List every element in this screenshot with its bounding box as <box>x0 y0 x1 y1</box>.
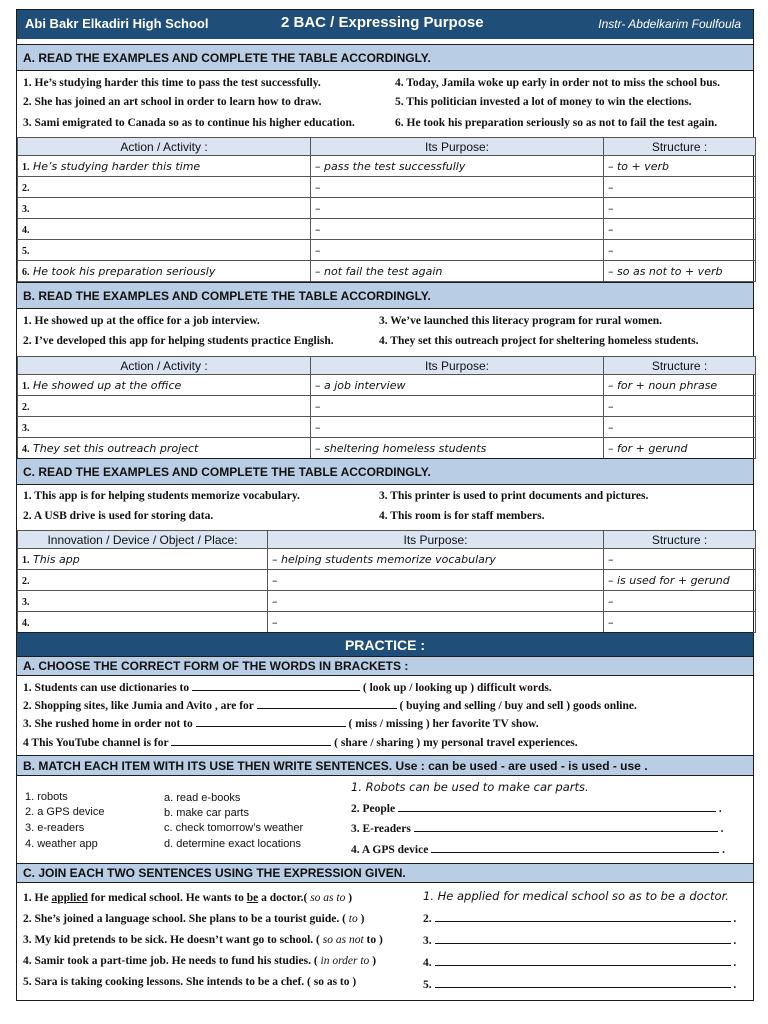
answer-blank[interactable] <box>435 955 731 966</box>
table-row <box>18 591 756 612</box>
match-sentence-3: 3. E-readers . <box>351 823 724 835</box>
table-row <box>18 570 756 591</box>
join-answer-5: 5. . <box>423 979 737 991</box>
table-row <box>18 219 756 240</box>
table-row <box>18 438 756 459</box>
purpose-cell[interactable]: – pass the test successfully <box>311 156 604 177</box>
action-cell[interactable] <box>18 591 268 612</box>
row-number: 2. <box>22 401 30 413</box>
join-answer-1: 1. He applied for medical school so as to be a doctor. <box>423 889 729 903</box>
table-row <box>18 198 756 219</box>
purpose-cell[interactable]: – <box>311 177 604 198</box>
worksheet <box>16 9 754 1001</box>
table-row <box>18 177 756 198</box>
table-row <box>18 156 756 177</box>
join-answer-2: 2. . <box>423 913 737 925</box>
col-action: Action / Activity : <box>18 138 311 156</box>
line-text: ) <box>357 913 365 925</box>
example-a1: 1. He’s studying harder this time to pass the test successfully. <box>23 77 321 89</box>
join-line-5 <box>23 976 356 988</box>
join-line-1 <box>23 892 352 904</box>
col-purpose: Its Purpose: <box>268 531 604 549</box>
underlined-word: applied <box>51 892 88 904</box>
structure-cell[interactable]: – <box>604 240 756 261</box>
table-row <box>18 612 756 633</box>
action-cell[interactable] <box>18 612 268 633</box>
col-purpose: Its Purpose: <box>311 138 604 156</box>
table-c <box>17 530 756 633</box>
action-text: This app <box>33 552 80 566</box>
row-number: 4. <box>22 617 30 629</box>
sentence-start: 4. A GPS device <box>351 844 429 856</box>
row-number: 3. <box>22 422 30 434</box>
line-text: ) <box>345 892 353 904</box>
join-line-4 <box>23 955 376 967</box>
structure-cell[interactable]: – so as not to + verb <box>604 261 756 282</box>
purpose-cell[interactable]: – <box>311 417 604 438</box>
row-number: 2. <box>22 182 30 194</box>
row-number: 1. <box>22 554 30 566</box>
answer-number: 3. <box>423 935 432 947</box>
structure-cell[interactable]: – is used for + gerund <box>604 570 756 591</box>
row-number: 1. <box>22 161 30 173</box>
action-cell[interactable] <box>18 261 311 282</box>
answer-blank[interactable] <box>435 933 731 944</box>
action-cell[interactable] <box>18 156 311 177</box>
structure-cell[interactable]: – <box>604 549 756 570</box>
match-item-4: 4. weather app <box>25 838 98 850</box>
purpose-cell[interactable]: – not fail the test again <box>311 261 604 282</box>
example-a6: 6. He took his preparation seriously so as not to fail the test again. <box>395 117 718 129</box>
structure-cell[interactable]: – for + noun phrase <box>604 375 756 396</box>
match-item-2: 2. a GPS device <box>25 806 105 818</box>
line-text: ) <box>369 955 377 967</box>
action-cell[interactable] <box>18 396 311 417</box>
answer-blank[interactable] <box>257 698 397 709</box>
action-text: He showed up at the office <box>33 378 182 392</box>
line-text: 3. My kid pretends to be sick. He doesn’t want go to school. ( <box>23 934 323 946</box>
practice-a-line-1 <box>23 680 552 694</box>
answer-blank[interactable] <box>171 735 331 746</box>
purpose-cell[interactable]: – <box>311 396 604 417</box>
line-text: a doctor.( <box>258 892 311 904</box>
table-row <box>18 396 756 417</box>
match-use-a: a. read e-books <box>164 792 241 804</box>
example-c4: 4. This room is for staff members. <box>379 510 545 522</box>
practice-a-line-3 <box>23 716 539 730</box>
answer-blank[interactable] <box>431 842 719 853</box>
answer-number: 5. <box>423 979 432 991</box>
sentence-start: 3. E-readers <box>351 823 411 835</box>
purpose-cell[interactable]: – <box>311 198 604 219</box>
example-c2: 2. A USB drive is used for storing data. <box>23 510 214 522</box>
line-text: 1. Students can use dictionaries to <box>23 682 190 694</box>
action-cell[interactable] <box>18 198 311 219</box>
section-a-heading: A. READ THE EXAMPLES AND COMPLETE THE TABLE ACCORDINGLY. <box>17 44 753 71</box>
example-a5: 5. This politician invested a lot of money to win the elections. <box>395 96 692 108</box>
line-text: 4. Samir took a part-time job. He needs to fund his studies. ( <box>23 955 321 967</box>
structure-cell[interactable]: – <box>604 396 756 417</box>
line-options: ( buying and selling / buy and sell ) goods online. <box>399 700 637 712</box>
join-answer-4: 4. . <box>423 957 737 969</box>
col-innovation: Innovation / Device / Object / Place: <box>18 531 268 549</box>
table-row <box>18 417 756 438</box>
expression-hint: to <box>348 913 358 925</box>
example-b4: 4. They set this outreach project for sheltering homeless students. <box>379 335 699 347</box>
join-line-2 <box>23 913 364 925</box>
instructor-name: Instr- Abdelkarim Foulfoula <box>598 17 741 31</box>
line-text: 1. He <box>23 892 52 904</box>
action-cell[interactable] <box>18 417 311 438</box>
table-row <box>18 549 756 570</box>
table-row <box>18 261 756 282</box>
example-c1: 1. This app is for helping students memorize vocabulary. <box>23 490 300 502</box>
col-purpose: Its Purpose: <box>311 357 604 375</box>
purpose-cell[interactable]: – <box>311 219 604 240</box>
expression-hint: so as to <box>310 892 346 904</box>
action-text: He’s studying harder this time <box>33 159 201 173</box>
example-a4: 4. Today, Jamila woke up early in order not to miss the school bus. <box>395 77 721 89</box>
practice-title: PRACTICE : <box>17 632 753 656</box>
row-number: 3. <box>22 203 30 215</box>
table-row <box>18 240 756 261</box>
action-cell[interactable] <box>18 438 311 459</box>
expression-hint: in order to <box>320 955 370 967</box>
action-cell[interactable] <box>18 570 268 591</box>
col-action: Action / Activity : <box>18 357 311 375</box>
section-c-heading: C. READ THE EXAMPLES AND COMPLETE THE TABLE ACCORDINGLY. <box>17 458 753 485</box>
match-use-d: d. determine exact locations <box>164 838 301 850</box>
example-a2: 2. She has joined an art school in order to learn how to draw. <box>23 96 322 108</box>
action-cell[interactable] <box>18 375 311 396</box>
answer-blank[interactable] <box>192 680 360 691</box>
match-item-1: 1. robots <box>25 791 68 803</box>
purpose-cell[interactable]: – <box>268 570 604 591</box>
match-sentence-2: 2. People . <box>351 803 722 815</box>
practice-a-line-4 <box>23 735 578 749</box>
line-text: to ) <box>363 934 383 946</box>
practice-c-heading: C. JOIN EACH TWO SENTENCES USING THE EXPRESSION GIVEN. <box>17 863 753 883</box>
example-a3: 3. Sami emigrated to Canada so as to continue his higher education. <box>23 117 355 129</box>
structure-cell[interactable]: – to + verb <box>604 156 756 177</box>
col-structure: Structure : <box>604 357 756 375</box>
expression-hint: so as not <box>322 934 364 946</box>
purpose-cell[interactable]: – helping students memorize vocabulary <box>268 549 604 570</box>
join-answer-3: 3. . <box>423 935 737 947</box>
answer-blank[interactable] <box>414 821 718 832</box>
action-cell[interactable] <box>18 177 311 198</box>
join-line-3 <box>23 934 383 946</box>
action-cell[interactable] <box>18 549 268 570</box>
row-number: 4. <box>22 443 30 455</box>
action-text: He took his preparation seriously <box>33 264 216 278</box>
purpose-cell[interactable]: – <box>268 591 604 612</box>
match-item-3: 3. e-readers <box>25 822 85 834</box>
structure-cell[interactable]: – <box>604 219 756 240</box>
sentence-start: 2. People <box>351 803 396 815</box>
purpose-cell[interactable]: – sheltering homeless students <box>311 438 604 459</box>
answer-blank[interactable] <box>196 716 346 727</box>
table-a <box>17 137 756 282</box>
purpose-cell[interactable]: – a job interview <box>311 375 604 396</box>
match-sentence-1: 1. Robots can be used to make car parts. <box>351 780 589 794</box>
line-options: ( share / sharing ) my personal travel experiences. <box>334 737 578 749</box>
match-use-c: c. check tomorrow’s weather <box>164 822 304 834</box>
action-text: They set this outreach project <box>33 441 199 455</box>
col-structure: Structure : <box>604 138 756 156</box>
row-number: 2. <box>22 575 30 587</box>
row-number: 4. <box>22 224 30 236</box>
line-text: 3. She rushed home in order not to <box>23 718 193 730</box>
line-text: 4 This YouTube channel is for <box>23 737 169 749</box>
action-cell[interactable] <box>18 240 311 261</box>
answer-number: 4. <box>423 957 432 969</box>
line-text: 2. She’s joined a language school. She plans to be a tourist guide. ( <box>23 913 349 925</box>
action-cell[interactable] <box>18 219 311 240</box>
match-use-b: b. make car parts <box>164 807 249 819</box>
example-b2: 2. I’ve developed this app for helping students practice English. <box>23 335 334 347</box>
row-number: 1. <box>22 380 30 392</box>
section-b-heading: B. READ THE EXAMPLES AND COMPLETE THE TABLE ACCORDINGLY. <box>17 282 753 309</box>
line-text: 5. Sara is taking cooking lessons. She intends to be a chef. ( so as to ) <box>23 976 357 988</box>
example-b3: 3. We’ve launched this literacy program for rural women. <box>379 315 662 327</box>
purpose-cell[interactable]: – <box>268 612 604 633</box>
answer-blank[interactable] <box>435 977 731 988</box>
match-sentence-4: 4. A GPS device . <box>351 844 725 856</box>
answer-number: 2. <box>423 913 432 925</box>
structure-cell[interactable]: – <box>604 417 756 438</box>
practice-a-heading: A. CHOOSE THE CORRECT FORM OF THE WORDS IN BRACKETS : <box>17 656 753 676</box>
line-options: ( look up / looking up ) difficult words. <box>362 682 552 694</box>
answer-blank[interactable] <box>398 801 716 812</box>
line-text: 2. Shopping sites, like Jumia and Avito , are for <box>23 700 254 712</box>
row-number: 5. <box>22 245 30 257</box>
structure-cell[interactable]: – <box>604 591 756 612</box>
structure-cell[interactable]: – <box>604 177 756 198</box>
structure-cell[interactable]: – <box>604 612 756 633</box>
purpose-cell[interactable]: – <box>311 240 604 261</box>
structure-cell[interactable]: – <box>604 198 756 219</box>
line-options: ( miss / missing ) her favorite TV show. <box>348 718 539 730</box>
table-row <box>18 375 756 396</box>
example-b1: 1. He showed up at the office for a job interview. <box>23 315 260 327</box>
school-name: Abi Bakr Elkadiri High School <box>25 16 209 31</box>
page-title: 2 BAC / Expressing Purpose <box>281 14 484 31</box>
underlined-word: be <box>246 892 259 904</box>
line-text: for medical school. He wants to <box>87 892 247 904</box>
practice-b-heading: B. MATCH EACH ITEM WITH ITS USE THEN WRITE SENTENCES. Use : can be used - are used - is used - use . <box>17 755 753 776</box>
row-number: 3. <box>22 596 30 608</box>
row-number: 6. <box>22 266 30 278</box>
header-bar <box>17 10 753 39</box>
example-c3: 3. This printer is used to print documents and pictures. <box>379 490 649 502</box>
structure-cell[interactable]: – for + gerund <box>604 438 756 459</box>
col-structure: Structure : <box>604 531 756 549</box>
answer-blank[interactable] <box>435 911 731 922</box>
practice-a-line-2 <box>23 698 637 712</box>
table-b <box>17 356 756 459</box>
